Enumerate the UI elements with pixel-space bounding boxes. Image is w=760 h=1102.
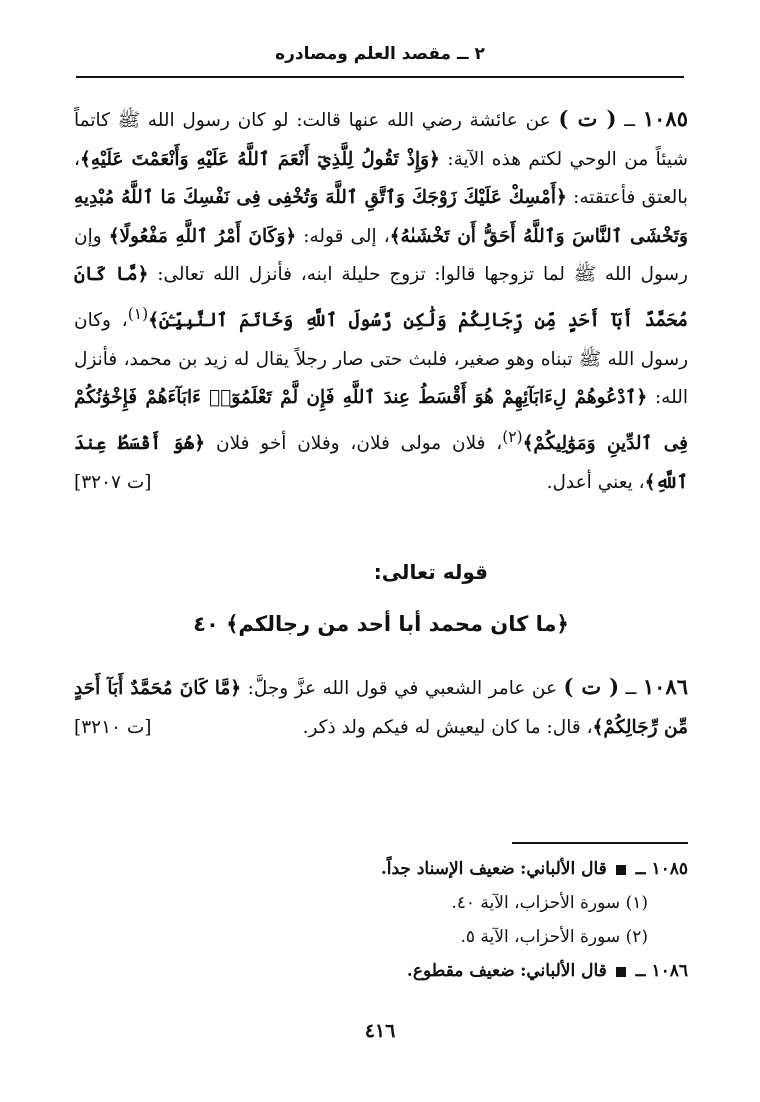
hadith-source: ( ت ) [558,106,617,131]
footnote-label: قال الألباني: [520,961,607,981]
hadith-text: ، إلى قوله: [303,225,390,247]
running-header: ٢ ــ مقصد العلم ومصادره [275,44,485,64]
hadith-entry-1085: ١٠٨٥ ــ ( ت ) عن عائشة رضي الله عنها قالت: لو كان رسول الله ﷺ كاتماً شيئاً من الوحي لكتم هذه الآية: ﴿وَإِذْ تَقُولُ لِلَّذِيٓ أَنْعَمَ ٱللَّهُ عَلَيْهِ وَأَنْعَمْتَ عَلَيْهِ﴾، بالعتق فأعتقته: ﴿أَمْسِكْ عَلَيْكَ زَوْجَكَ وَٱتَّقِ ٱللَّهَ وَتُخْفِى فِى نَفْسِكَ مَا ٱللَّهُ مُبْدِيهِ وَتَخْشَى ٱلنَّاسَ وَٱللَّهُ أَحَقُّ أَن تَخْشَىٰهُ﴾، إلى قوله: ﴿وَكَانَ أَمْرُ ٱللَّهِ مَفْعُولًا﴾ وإن رسول الله ﷺ لما تزوجها قالوا: تزوج حليلة ابنه، فأنزل الله تعالى: ﴿مَّا كَانَ مُحَمَّدٌ أَبَآ أَحَدٍ مِّن رِّجَالِكُمْ وَلَٰكِن رَّسُولَ ٱللَّهِ وَخَاتَمَ ٱلنَّبِيِّـۧنَ﴾$^{(١)}$، وكان رسول الله ﷺ تبناه وهو صغير، فلبث حتى صار رجلاً يقال له زيد بن محمد، فأنزل الله: ﴿ٱدْعُوهُمْ لِءَابَآئِهِمْ هُوَ أَقْسَطُ عِندَ ٱللَّهِ فَإِن لَّمْ تَعْلَمُوٓا۟ ءَابَآءَهُمْ فَإِخْوَٰنُكُمْ فِى ٱلدِّينِ وَمَوَٰلِيكُمْ﴾$^{(٢)}$، فلان مولى فلان، وفلان أخو فلان ﴿هُوَ أَقْسَطُ عِندَ ٱللَّهِ﴾، يعني أعدل. [ت ٣٢٠٧] [74,100,688,502]
hadith-entry-1086: ١٠٨٦ ــ ( ت ) عن عامر الشعبي في قول الله عزَّ وجلَّ: ﴿مَّا كَانَ مُحَمَّدٌ أَبَآ أَحَدٍ مِّن رِّجَالِكُمْ﴾، قال: ما كان ليعيش له فيكم ولد ذكر. [ت ٣٢١٠] [74,668,688,747]
header-rule [76,76,684,78]
footnote-marker: (٢) [502,427,523,446]
footnote-2: (٢) سورة الأحزاب، الآية ٥. [460,927,648,947]
footnote-grade: ضعيف مقطوع. [406,961,515,981]
footnote-grade-1085 [300,852,688,886]
hadith-source: ( ت ) [563,674,620,699]
quran-quote: ﴿مَّا كَانَ مُحَمَّدٌ أَبَآ أَحَدٍ مِّن رِّجَالِكُمْ وَلَٰكِن رَّسُولَ ٱللَّهِ وَخَاتَمَ ٱلنَّبِيِّـۧنَ﴾ [74,264,688,332]
square-bullet-icon [616,967,626,977]
hadith-text: ، بالعتق فأعتقته: [74,148,688,209]
square-bullet-icon [616,865,626,875]
footnote-number: ١٠٨٥ ــ [635,859,688,879]
footnote-marker: (١) [127,304,149,323]
footnote-1: (١) سورة الأحزاب، الآية ٤٠. [451,893,648,913]
quran-quote: ﴿هُوَ أَقْسَطُ عِندَ ٱللَّهِ﴾ [74,433,688,493]
footnote-grade: ضعيف الإسناد جداً. [380,859,515,879]
hadith-text: ، قال: ما كان ليعيش له فيكم ولد ذكر. [302,716,593,738]
hadith-number: ١٠٨٦ [642,674,688,699]
quran-quote: ﴿ٱدْعُوهُمْ لِءَابَآئِهِمْ هُوَ أَقْسَطُ عِندَ ٱللَّهِ فَإِن لَّمْ تَعْلَمُوٓا۟ ءَابَآءَهُمْ فَإِخْوَٰنُكُمْ فِى ٱلدِّينِ وَمَوَٰلِيكُمْ﴾ [74,387,689,455]
footnote-label: قال الألباني: [520,859,607,879]
hadith-text: وإن رسول الله ﷺ لما تزوجها قالوا: تزوج حليلة ابنه، فأنزل الله تعالى: [74,225,688,286]
reference-tag: [ت ٣٢١٠] [74,716,152,738]
quran-quote: ﴿مَّا كَانَ مُحَمَّدٌ أَبَآ أَحَدٍ مِّن رِّجَالِكُمْ﴾ [74,678,688,738]
verse-title: ﴿ما كان محمد أبا أحد من رجالكم﴾ ٤٠ [193,612,569,636]
hadith-text: عن عامر الشعبي في قول الله عزَّ وجلَّ: [247,678,558,699]
footnote-rule [512,842,688,844]
footnote-grade-1086 [300,954,688,988]
section-heading-text: قوله تعالى: [373,560,488,584]
hadith-text: عن عائشة رضي الله عنها قالت: لو كان رسول الله ﷺ كاتماً شيئاً من الوحي لكتم هذه الآية: [74,110,688,170]
page-number: ٤١٦ [364,1020,396,1042]
hadith-text: ، وكان رسول الله ﷺ تبناه وهو صغير، فلبث حتى صار رجلاً يقال له زيد بن محمد، فأنزل الله: [74,310,689,409]
hadith-number: ١٠٨٥ [642,106,688,131]
reference-tag: [ت ٣٢٠٧] [74,471,152,493]
section-heading [74,560,688,584]
quran-quote: ﴿أَمْسِكْ عَلَيْكَ زَوْجَكَ وَٱتَّقِ ٱللَّهَ وَتُخْفِى فِى نَفْسِكَ مَا ٱللَّهُ مُبْدِيهِ وَتَخْشَى ٱلنَّاسَ وَٱللَّهُ أَحَقُّ أَن تَخْشَىٰهُ﴾ [74,187,688,247]
footnote-number: ١٠٨٦ ــ [635,961,688,981]
quran-quote: ﴿وَإِذْ تَقُولُ لِلَّذِيٓ أَنْعَمَ ٱللَّهُ عَلَيْهِ وَأَنْعَمْتَ عَلَيْهِ﴾ [79,148,440,170]
hadith-text: ، فلان مولى فلان، وفلان أخو فلان [215,433,503,455]
footnotes [300,852,688,988]
quran-quote: ﴿وَكَانَ أَمْرُ ٱللَّهِ مَفْعُولًا﴾ [108,225,297,247]
hadith-text: ، يعني أعدل. [546,471,645,493]
